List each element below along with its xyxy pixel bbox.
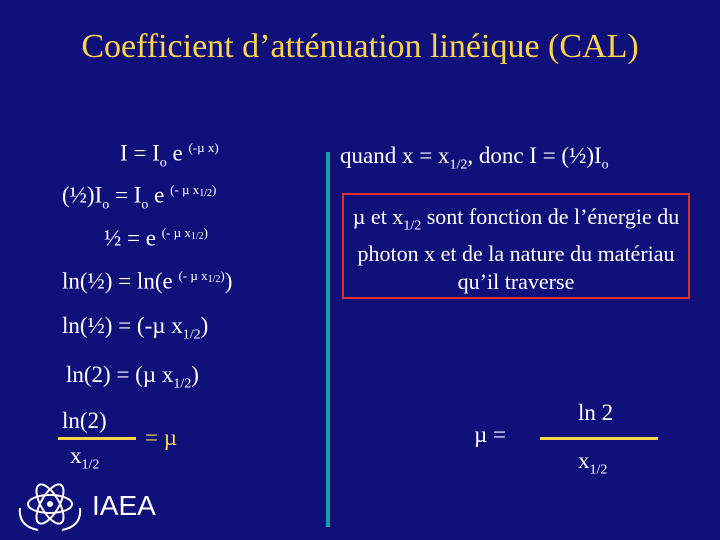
eq5-text: ln(½) = (-µ x [62, 313, 183, 338]
eq3-exp-text: (- µ x [161, 225, 191, 240]
page-title: Coefficient d’atténuation linéique (CAL) [81, 28, 639, 65]
cond-text: quand x = x [340, 143, 450, 168]
eq3-exponent [162, 225, 208, 240]
eq4-exp-text: (- µ x [178, 268, 208, 283]
eq2-sub2: o [141, 197, 149, 213]
frac-left-numerator: ln(2) [62, 408, 107, 433]
frac-left-bar [58, 437, 136, 440]
frac-left-rhs: = µ [145, 425, 177, 450]
equation-intensity [120, 140, 219, 171]
eq6-close: ) [191, 362, 199, 387]
eq2-exp-sub: 1/2 [199, 188, 213, 199]
equation-half-exp [104, 225, 208, 252]
eq2-exp-close: ) [212, 182, 217, 197]
eq1-sub: o [159, 155, 167, 171]
column-divider [326, 152, 330, 527]
frac-right-denominator [578, 448, 607, 479]
eq1-text: I = I [120, 140, 160, 166]
note-text2: sont fonction de l’énergie du photon x et de la nature du matériau qu’il traverse [357, 204, 680, 295]
equation-log-exp [62, 268, 232, 295]
frac-right-numerator: ln 2 [578, 400, 614, 425]
half-value-condition [340, 143, 609, 174]
eq1-exponent: (-µ x) [188, 140, 219, 155]
equation-half-intensity [62, 182, 216, 213]
frac-right-lhs: µ = [474, 422, 506, 447]
equation-log-half [62, 313, 208, 344]
eq6-sub: 1/2 [173, 376, 192, 392]
cond-sub: 1/2 [449, 157, 468, 173]
eq3-exp-close: ) [203, 225, 208, 240]
eq3-text: ½ = e [104, 225, 162, 251]
frac-left-denominator [70, 443, 99, 474]
eq6-text: ln(2) = (µ x [66, 362, 174, 387]
eq1-text2: e [166, 140, 189, 166]
eq4-exponent [178, 268, 224, 283]
eq3-exp-sub: 1/2 [190, 231, 204, 242]
eq4-exp-sub: 1/2 [207, 274, 221, 285]
frac-right-bar [540, 437, 658, 440]
cond-sub2: o [601, 157, 609, 173]
iaea-atom-icon [12, 470, 90, 532]
equation-log-two [66, 362, 199, 393]
iaea-logo-text: IAEA [92, 490, 156, 521]
frac-left-den-sub: 1/2 [81, 457, 100, 473]
note-box-text [342, 203, 690, 296]
note-sub: 1/2 [403, 218, 422, 234]
eq2-sub: o [102, 197, 110, 213]
eq2-exp-text: (- µ x [170, 182, 200, 197]
eq4-close: ) [224, 268, 233, 294]
eq2-text3: e [148, 182, 171, 208]
note-text: µ et x [352, 204, 404, 229]
eq2-exponent [170, 182, 216, 197]
eq4-exp-close: ) [220, 268, 225, 283]
cond-text2: , donc I = (½)I [467, 143, 602, 168]
eq5-sub: 1/2 [182, 327, 201, 343]
eq5-close: ) [200, 313, 209, 338]
frac-right-den-text: x [578, 448, 590, 473]
eq2-text: (½)I [62, 182, 103, 208]
eq2-text2: = I [109, 182, 142, 208]
eq4-text: ln(½) = ln(e [62, 268, 179, 294]
frac-right-den-sub: 1/2 [589, 462, 608, 478]
frac-left-den-text: x [70, 443, 82, 468]
